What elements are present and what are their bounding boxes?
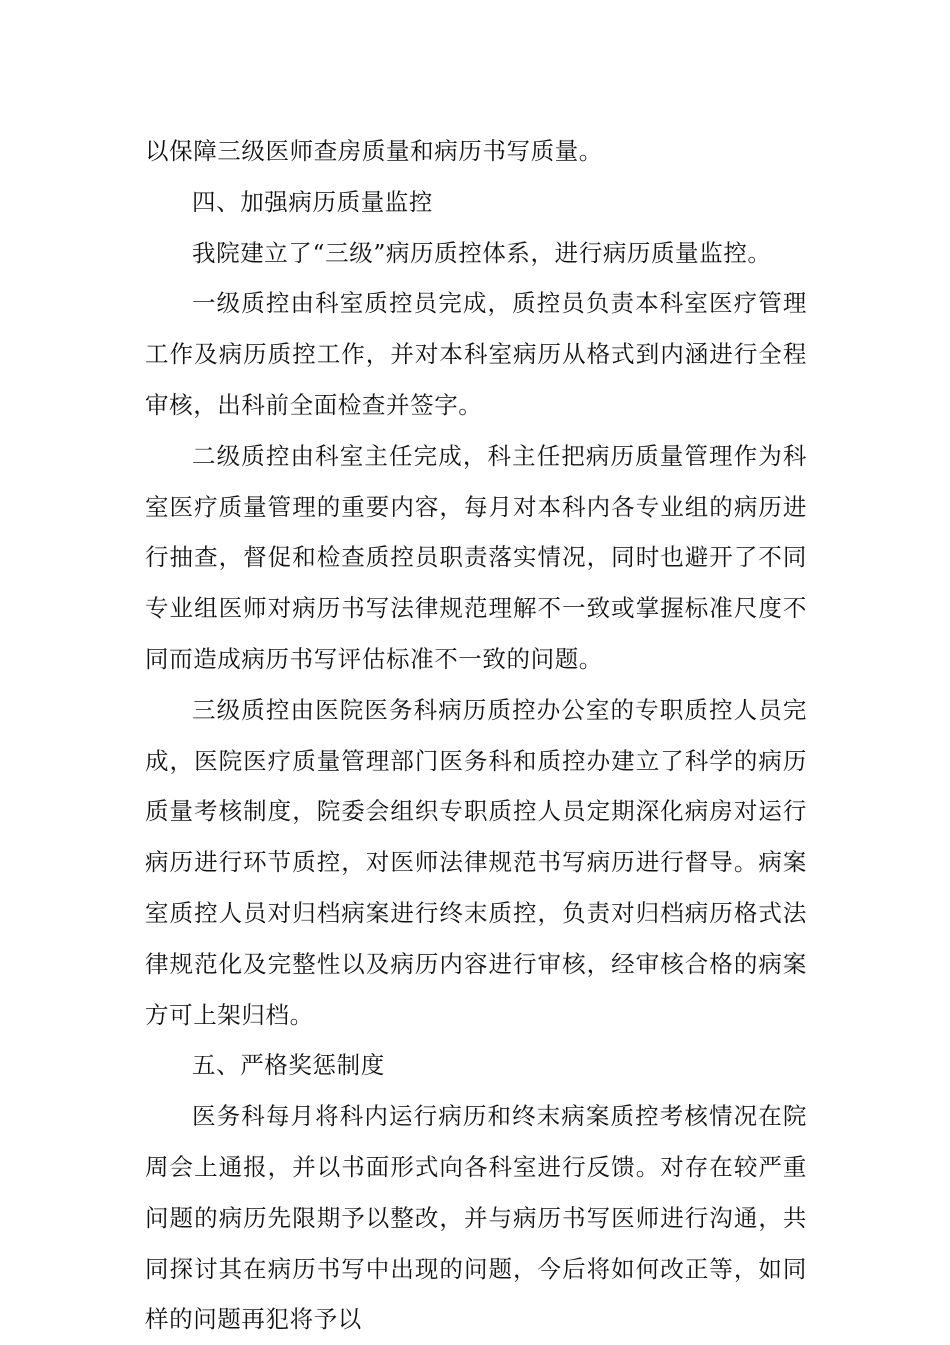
paragraph-level-3-qc: 三级质控由医院医务科病历质控办公室的专职质控人员完成，医院医疗质量管理部门医务科和质控办建立了科学的病历质量考核制度，院委会组织专职质控人员定期深化病房对运行病历进行环节质控，对医师法律规范书写病历进行督导。病案室质控人员对归档病案进行终末质控，负责对归档病历格式法律规范化及完整性以及病历内容进行审核，经审核合格的病案方可上架归档。 (145, 695, 807, 1029)
paragraph-continuation: 以保障三级医师查房质量和病历书写质量。 (145, 137, 603, 165)
section-heading-4: 四、加强病历质量监控 (192, 187, 433, 216)
document-body (145, 126, 807, 1345)
paragraph-rewards-penalties: 医务科每月将科内运行病历和终末病案质控考核情况在院周会上通报，并以书面形式向各科室进行反馈。对存在较严重问题的病历先限期予以整改，并与病历书写医师进行沟通，共同探讨其在病历书写中出现的问题，今后将如何改正等，如同样的问题再犯将予以 (145, 1102, 807, 1334)
section-heading-5: 五、严格奖惩制度 (192, 1051, 385, 1080)
paragraph-level-2-qc: 二级质控由科室主任完成，科主任把病历质量管理作为科室医疗质量管理的重要内容，每月对本科内各专业组的病历进行抽查，督促和检查质控员职责落实情况，同时也避开了不同专业组医师对病历书写法律规范理解不一致或掌握标准尺度不同而造成病历书写评估标准不一致的问题。 (145, 441, 807, 673)
paragraph-level-1-qc: 一级质控由科室质控员完成，质控员负责本科室医疗管理工作及病历质控工作，并对本科室病历从格式到内涵进行全程审核，出科前全面检查并签字。 (145, 289, 807, 419)
paragraph-qc-system: 我院建立了“三级”病历质控体系，进行病历质量监控。 (192, 238, 772, 267)
